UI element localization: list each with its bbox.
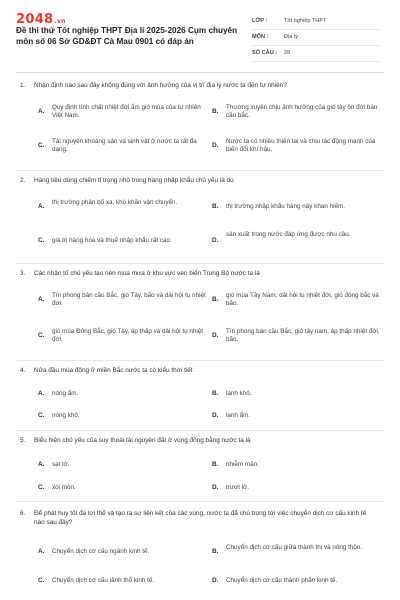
option-text: Quy định tính chất nhiệt đới ẩm gió mùa của tự nhiên Việt Nam. — [52, 104, 201, 120]
option-a[interactable] — [38, 461, 218, 471]
question-2 — [16, 177, 386, 263]
exam-meta — [250, 14, 382, 62]
option-d[interactable] — [212, 412, 392, 422]
option-letter: B. — [212, 548, 219, 555]
option-text: nóng ẩm. — [52, 390, 79, 397]
question-stem: Hàng tiêu dùng chiếm tỉ trọng nhỏ trong hàng nhập khẩu chủ yếu là do — [34, 177, 234, 184]
option-letter: C. — [38, 412, 45, 419]
option-letter: B. — [212, 296, 219, 303]
question-4 — [16, 367, 386, 431]
option-text: Chuyển dịch cơ cấu ngành kinh tế. — [52, 548, 150, 555]
option-letter: D. — [212, 142, 219, 149]
question-number: 3. — [20, 270, 26, 277]
option-a[interactable] — [38, 548, 218, 558]
option-text: Chuyển dịch cơ cấu thành phần kinh tế. — [226, 577, 338, 584]
question-number: 5. — [20, 437, 26, 444]
site-logo[interactable] — [16, 12, 66, 27]
option-text: Tín phong bán cầu Bắc, gió Tây, bão và dải hội tụ nhiệt đới. — [52, 292, 206, 308]
question-3 — [16, 270, 386, 358]
option-b[interactable] — [212, 199, 392, 219]
logo-text: 2048 — [16, 12, 54, 27]
question-stem: Nửa đầu mùa đông ở miền Bắc nước ta có kiểu thời tiết — [34, 367, 193, 374]
meta-label: LỚP : — [252, 18, 268, 24]
logo-suffix: .vn — [54, 18, 66, 25]
option-c[interactable] — [38, 577, 218, 587]
option-b[interactable] — [212, 390, 392, 400]
option-letter: D. — [212, 577, 219, 584]
option-letter: D. — [212, 332, 219, 339]
meta-value: Địa lý — [284, 34, 298, 40]
option-a[interactable] — [38, 199, 218, 219]
option-text: gió mùa Đông Bắc, gió Tây, áp thấp và dải hội tụ nhiệt đới. — [52, 328, 203, 344]
option-letter: C. — [38, 484, 45, 491]
option-d[interactable] — [212, 138, 392, 158]
option-letter: C. — [38, 577, 45, 584]
option-text: giá trị hàng hóa và thuế nhập khẩu rất cao. — [52, 237, 172, 244]
option-b[interactable] — [212, 544, 392, 564]
option-text: lạnh ẩm. — [226, 412, 251, 419]
option-d[interactable] — [212, 577, 392, 587]
question-1 — [16, 82, 386, 168]
question-number: 2. — [20, 177, 26, 184]
option-letter: C. — [38, 237, 45, 244]
question-stem: Nhận định nào sau đây không đúng với ảnh hưởng của vị trí địa lý nước ta đến tự nhiên? — [34, 82, 287, 89]
question-stem: Các nhân tố chủ yếu tạo nên mùa mưa ở khu vực ven biển Trung Bộ nước ta là — [34, 270, 260, 277]
option-letter: D. — [212, 412, 219, 419]
option-letter: D. — [212, 484, 219, 491]
option-text: nóng khô. — [52, 412, 80, 419]
option-letter: B. — [212, 461, 219, 468]
header — [0, 0, 400, 70]
option-d[interactable] — [212, 328, 392, 348]
option-text: xói mòn. — [52, 484, 76, 491]
option-text: gió mùa Tây Nam, dải hội tụ nhiệt đới, gió đông bắc và bão. — [226, 292, 379, 308]
option-letter: D. — [212, 237, 219, 244]
question-divider — [16, 263, 384, 264]
option-c[interactable] — [38, 138, 218, 158]
exam-title: Đề thi thử Tốt nghiệp THPT Địa lí 2025-2026 Cụm chuyên môn số 06 Sở GD&ĐT Cà Mau 0901 có đáp án — [16, 26, 238, 46]
option-text: nhiễm mặn. — [226, 461, 259, 468]
option-letter: A. — [38, 108, 45, 115]
option-text: lạnh khô. — [226, 390, 252, 397]
option-text: Nước ta có nhiều thiên tai và chịu tác động mạnh của biến đổi khí hậu. — [226, 138, 376, 154]
meta-row-socau — [250, 46, 382, 62]
meta-row-lop — [250, 14, 382, 30]
option-letter: B. — [212, 203, 219, 210]
option-c[interactable] — [38, 412, 218, 422]
option-text: thị trường nhập khẩu hàng này khan hiếm. — [226, 203, 345, 210]
question-number: 1. — [20, 82, 26, 89]
question-5 — [16, 437, 386, 497]
option-text: sạt lở. — [52, 461, 70, 468]
option-d[interactable] — [212, 484, 392, 494]
question-number: 4. — [20, 367, 26, 374]
option-text: Tài nguyên khoáng sản và sinh vật ở nước ta rất đa dạng. — [52, 138, 197, 154]
option-text: Thường xuyên chịu ảnh hưởng của gió tây ôn đới bán cầu bắc. — [226, 104, 378, 120]
option-b[interactable] — [212, 104, 392, 124]
header-divider — [16, 72, 384, 73]
question-stem: Để phát huy tốt đa lợi thế và tạo ra sự liên kết của các vùng, nước ta đã chú trọng tới việc chuyển dịch cơ cấu kinh tế nào sau đây? — [34, 510, 367, 526]
option-text: sản xuất trong nước đáp ứng được nhu cầu. — [226, 231, 351, 238]
option-b[interactable] — [212, 292, 392, 312]
option-letter: B. — [212, 108, 219, 115]
option-letter: C. — [38, 332, 45, 339]
question-stem: Biểu hiện chủ yếu của suy thoái tài nguyên đất ở vùng đồng bằng nước ta là — [34, 437, 251, 444]
option-letter: C. — [38, 142, 45, 149]
option-a[interactable] — [38, 104, 218, 124]
option-letter: A. — [38, 296, 45, 303]
option-c[interactable] — [38, 328, 218, 348]
question-divider — [16, 360, 384, 361]
question-divider — [16, 430, 384, 431]
option-a[interactable] — [38, 292, 218, 312]
option-b[interactable] — [212, 461, 392, 471]
meta-label: SỐ CÂU : — [252, 50, 278, 56]
option-letter: B. — [212, 390, 219, 397]
option-letter: A. — [38, 203, 45, 210]
option-c[interactable] — [38, 233, 218, 253]
option-text: Chuyển dịch cơ cấu lãnh thổ kinh tế. — [52, 577, 155, 584]
option-letter: A. — [38, 461, 45, 468]
option-a[interactable] — [38, 390, 218, 400]
meta-label: MÔN : — [252, 34, 269, 40]
option-text: Tín phong bán cầu Bắc, gió tây nam, áp thấp nhiệt đới, bão. — [226, 328, 380, 344]
option-text: Chuyển dịch cơ cấu giữa thành thị và nông thôn. — [226, 544, 363, 551]
option-c[interactable] — [38, 484, 218, 494]
question-number: 6. — [20, 510, 26, 517]
option-d[interactable] — [212, 231, 392, 251]
question-divider — [16, 170, 384, 171]
question-6 — [16, 510, 386, 598]
meta-row-mon — [250, 30, 382, 46]
option-letter: A. — [38, 548, 45, 555]
meta-value: Tốt nghiệp THPT — [284, 18, 327, 24]
option-letter: A. — [38, 390, 45, 397]
question-divider — [16, 501, 384, 502]
meta-value: 28 — [284, 50, 291, 56]
option-text: trượt lở. — [226, 484, 249, 491]
option-text: thị trường phân bố xa, khó khăn vận chuyển. — [52, 199, 178, 206]
